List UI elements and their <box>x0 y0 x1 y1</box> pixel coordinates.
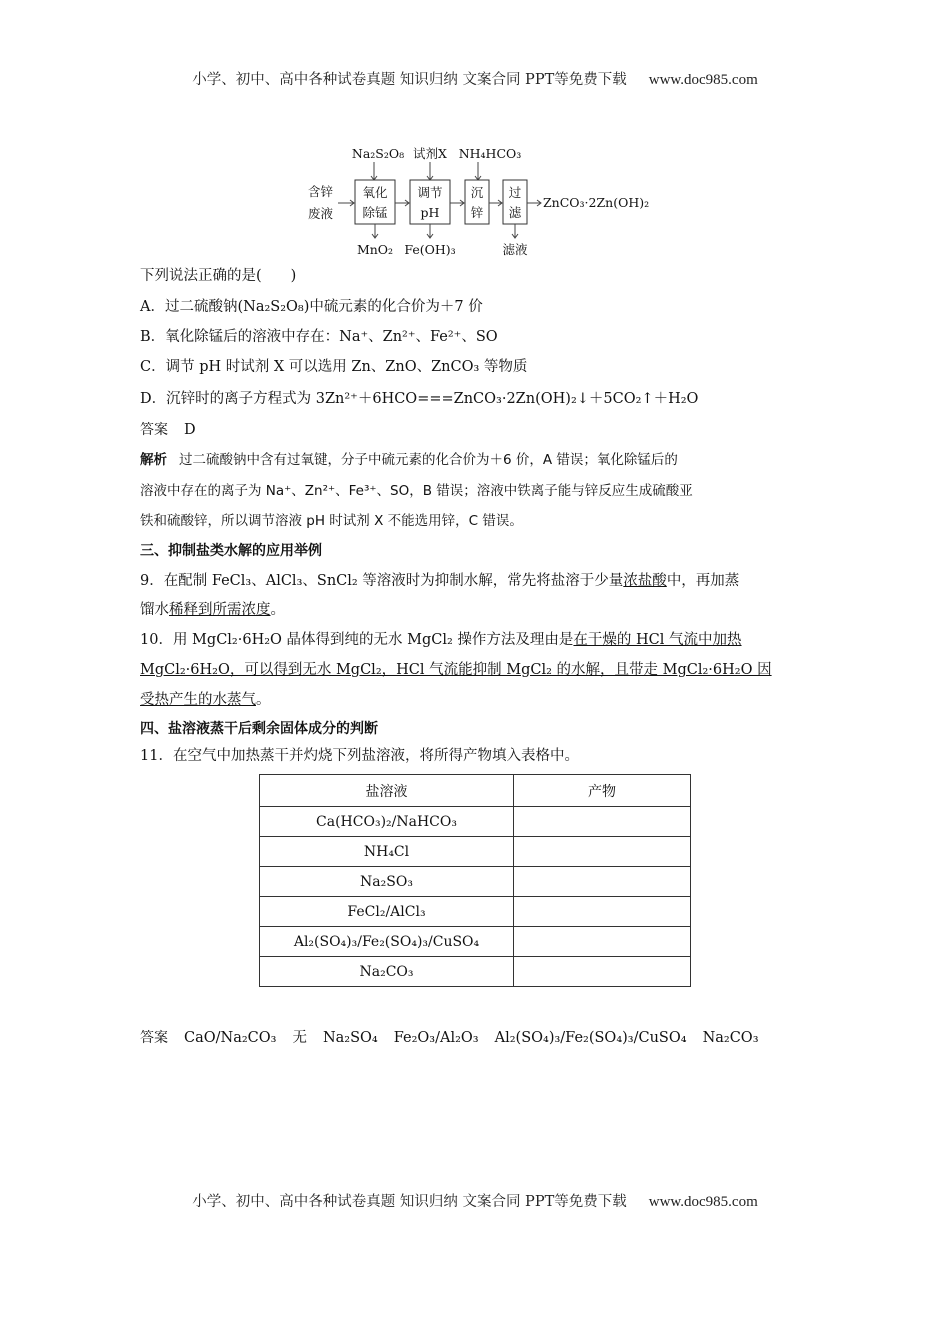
q11-answer-item: Fe₂O₃/Al₂O₃ <box>393 1030 479 1046</box>
table-cell-product[interactable] <box>514 957 691 987</box>
q9-line-1 <box>140 571 739 591</box>
reagent-x: 试剂X <box>413 146 447 161</box>
table-row <box>260 837 691 867</box>
q10-text-a: 10．用 MgCl₂·6H₂O 晶体得到纯的无水 MgCl₂ 操作方法及理由是 <box>140 632 574 648</box>
table-row <box>260 927 691 957</box>
arrow-reagent-1 <box>371 162 377 180</box>
page-footer <box>0 1190 950 1211</box>
q9-text-b: 中，再加蒸 <box>666 573 740 589</box>
product-mno2: MnO₂ <box>356 242 394 257</box>
q9-text-d: 。 <box>270 602 285 618</box>
step-ph-l1: 调节 <box>417 185 443 200</box>
arrow-product-4 <box>512 224 518 238</box>
option-a: A．过二硫酸钠(Na₂S₂O₈)中硫元素的化合价为＋7 价 <box>140 299 483 315</box>
analysis-line-1 <box>140 450 678 470</box>
table-cell-product[interactable] <box>514 897 691 927</box>
table-row <box>260 957 691 987</box>
q11-answer-item: Na₂SO₄ <box>322 1030 378 1046</box>
output-product: ZnCO₃·2Zn(OH)₂ <box>543 195 650 210</box>
reagent-na2s2o8: Na₂S₂O₈ <box>351 146 405 161</box>
table-cell-salt: NH₄Cl <box>260 837 514 867</box>
arrow-input <box>338 200 354 206</box>
table-row <box>260 867 691 897</box>
arrow-3-4 <box>489 200 502 206</box>
input-label-2: 废液 <box>308 206 334 221</box>
q10-line-3 <box>140 690 271 710</box>
step-precipitate-l2: 锌 <box>470 205 484 220</box>
arrow-1-2 <box>395 200 409 206</box>
table-row <box>260 897 691 927</box>
q10-answer-1: 在干燥的 HCl 气流中加热 <box>573 632 742 648</box>
table-cell-product[interactable] <box>514 867 691 897</box>
reagent-nh4hco3: NH₄HCO₃ <box>458 146 522 161</box>
arrow-product-1 <box>372 224 378 238</box>
q9-text-a: 9．在配制 FeCl₃、AlCl₃、SnCl₂ 等溶液时为抑制水解，常先将盐溶于少量 <box>140 573 624 589</box>
answer-label: 答案 <box>140 422 168 438</box>
step-precipitate-l1: 沉 <box>470 185 484 200</box>
table-header-product: 产物 <box>514 775 691 807</box>
option-b: B．氧化除锰后的溶液中存在：Na⁺、Zn²⁺、Fe²⁺、SO <box>140 329 498 345</box>
section4-title: 四、盐溶液蒸干后剩余固体成分的判断 <box>140 721 378 737</box>
q9-line-2 <box>140 600 285 620</box>
q11-answer-item: CaO/Na₂CO₃ <box>184 1030 277 1046</box>
table-cell-salt: Na₂SO₃ <box>260 867 514 897</box>
process-flow-diagram <box>300 140 680 260</box>
q11-stem: 11．在空气中加热蒸干并灼烧下列盐溶液，将所得产物填入表格中。 <box>140 748 579 764</box>
table-cell-product[interactable] <box>514 807 691 837</box>
answer-value: D <box>184 422 196 438</box>
table-cell-salt: Ca(HCO₃)₂/NaHCO₃ <box>260 807 514 837</box>
step-filter-l2: 滤 <box>508 205 522 220</box>
q9-answer-1: 浓盐酸 <box>623 573 667 589</box>
q10-line-2 <box>140 660 772 680</box>
question-stem: 下列说法正确的是( ) <box>140 268 297 284</box>
section3-title: 三、抑制盐类水解的应用举例 <box>140 543 322 559</box>
table-cell-salt: Na₂CO₃ <box>260 957 514 987</box>
analysis-line-2: 溶液中存在的离子为 Na⁺、Zn²⁺、Fe³⁺、SO，B 错误；溶液中铁离子能与锌反应生成硫酸亚 <box>140 483 693 499</box>
header-text: 小学、初中、高中各种试卷真题 知识归纳 文案合同 PPT等免费下载 <box>192 72 627 88</box>
step-filter-l1: 过 <box>508 185 522 200</box>
product-filtrate: 滤液 <box>502 242 528 257</box>
analysis-text-1: 过二硫酸钠中含有过氧键，分子中硫元素的化合价为＋6 价，A 错误；氧化除锰后的 <box>179 452 678 468</box>
header-url[interactable]: www.doc985.com <box>648 72 758 88</box>
arrow-reagent-3 <box>475 162 481 180</box>
step-ph-l2: pH <box>420 205 440 220</box>
q11-answer-row <box>140 1028 759 1048</box>
q11-answer-item: 无 <box>292 1030 307 1046</box>
table-cell-product[interactable] <box>514 837 691 867</box>
step-oxidation-l2: 除锰 <box>362 205 388 220</box>
table-cell-salt: FeCl₂/AlCl₃ <box>260 897 514 927</box>
table-row <box>260 807 691 837</box>
q9-text-c: 馏水 <box>140 602 169 618</box>
q11-answer-item: Al₂(SO₄)₃/Fe₂(SO₄)₃/CuSO₄ <box>494 1030 687 1046</box>
q10-line-1 <box>140 630 742 650</box>
table-header-salt: 盐溶液 <box>260 775 514 807</box>
option-c: C．调节 pH 时试剂 X 可以选用 Zn、ZnO、ZnCO₃ 等物质 <box>140 359 528 375</box>
salt-product-table <box>259 774 691 987</box>
analysis-label: 解析 <box>140 452 167 468</box>
arrow-output <box>527 200 541 206</box>
answer-row <box>140 420 196 440</box>
page-header <box>0 68 950 89</box>
option-d: D．沉锌时的离子方程式为 3Zn²⁺＋6HCO===ZnCO₃·2Zn(OH)₂↓＋5CO₂↑＋H₂O <box>140 391 699 407</box>
table-header-row <box>260 775 691 807</box>
table-cell-salt: Al₂(SO₄)₃/Fe₂(SO₄)₃/CuSO₄ <box>260 927 514 957</box>
input-label-1: 含锌 <box>308 184 334 199</box>
arrow-product-2 <box>427 224 433 238</box>
q9-answer-2: 稀释到所需浓度 <box>169 602 271 618</box>
footer-text: 小学、初中、高中各种试卷真题 知识归纳 文案合同 PPT等免费下载 <box>192 1194 627 1210</box>
step-oxidation-l1: 氧化 <box>362 185 388 200</box>
arrow-reagent-2 <box>427 162 433 180</box>
table-cell-product[interactable] <box>514 927 691 957</box>
q10-answer-2: MgCl₂·6H₂O，可以得到无水 MgCl₂，HCl 气流能抑制 MgCl₂ 的水解，且带走 MgCl₂·6H₂O 因 <box>140 662 772 678</box>
arrow-2-3 <box>450 200 464 206</box>
q10-text-b: 。 <box>256 692 271 708</box>
footer-url[interactable]: www.doc985.com <box>648 1194 758 1210</box>
analysis-line-3: 铁和硫酸锌，所以调节溶液 pH 时试剂 X 不能选用锌，C 错误。 <box>140 513 523 529</box>
product-feoh3: Fe(OH)₃ <box>404 242 456 257</box>
q11-answer-item: Na₂CO₃ <box>702 1030 759 1046</box>
q10-answer-3: 受热产生的水蒸气 <box>140 692 256 708</box>
q11-answer-label: 答案 <box>140 1030 168 1046</box>
